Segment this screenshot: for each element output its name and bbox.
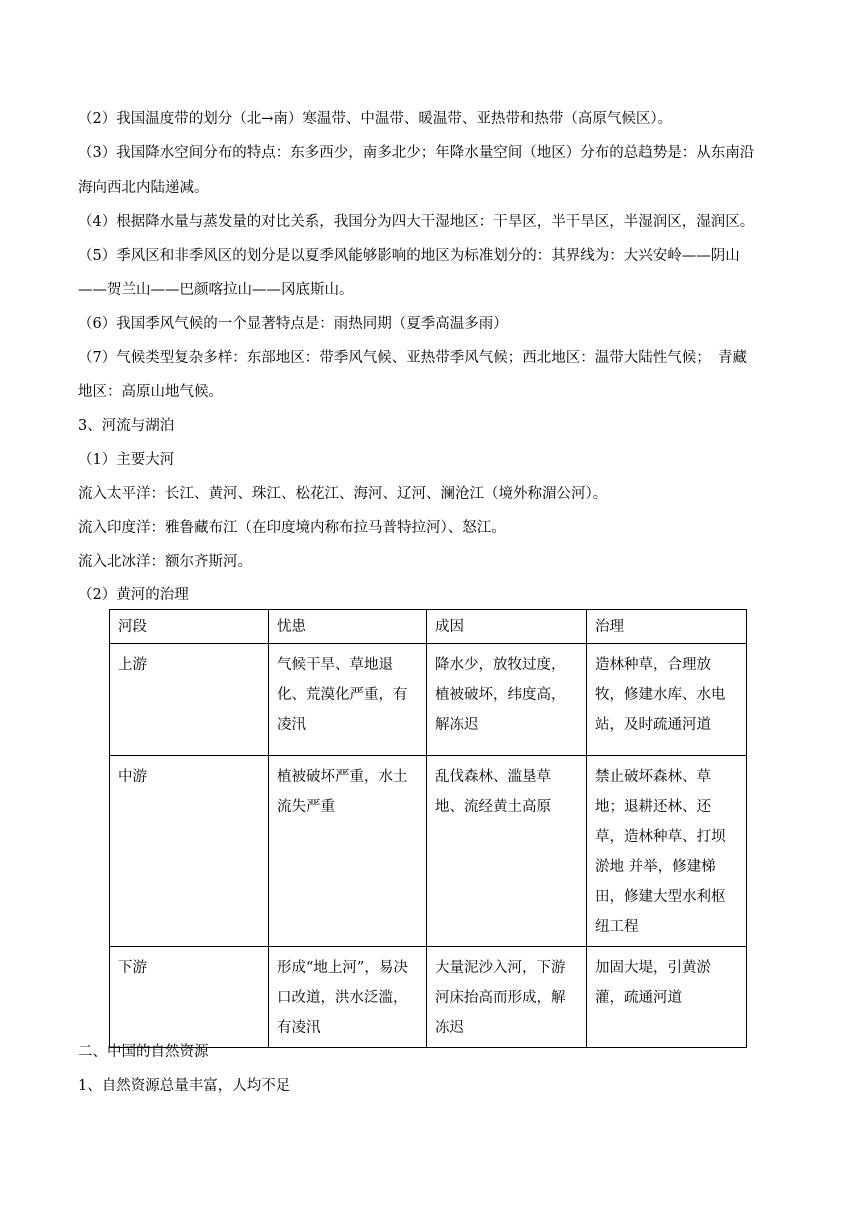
table-row [110, 644, 747, 756]
table-row [110, 947, 747, 1048]
pacific-rivers-line: 流入太平洋：长江、黄河、珠江、松花江、海河、辽河、澜沧江（境外称湄公河）。 [78, 486, 608, 502]
precipitation-paragraph-line2: 海向西北内陆递减。 [78, 180, 209, 196]
monsoon-boundary-paragraph-line1: （5）季风区和非季风区的划分是以夏季风能够影响的地区为标准划分的：其界线为：大兴安岭——阴山 [78, 248, 740, 264]
treatment-cell: 造林种草，合理放牧，修建水库、水电站，及时疏通河道 [587, 644, 747, 756]
natural-resources-point-1: 1、自然资源总量丰富，人均不足 [78, 1078, 291, 1094]
climate-types-paragraph-line2: 地区：高原山地气候。 [78, 384, 223, 400]
cause-cell: 降水少，放牧过度，植被破坏，纬度高，解冻迟 [427, 644, 587, 756]
yellow-river-table [109, 609, 747, 1048]
dry-wet-regions-paragraph: （4）根据降水量与蒸发量的对比关系，我国分为四大干湿地区：干旱区，半干旱区，半湿润区，湿润区。 [78, 214, 755, 230]
cause-cell: 乱伐森林、滥垦草地、流经黄土高原 [427, 756, 587, 947]
subheading-yellow-river: （2）黄河的治理 [78, 587, 189, 603]
header-cause: 成因 [427, 610, 587, 644]
indian-ocean-rivers-line: 流入印度洋：雅鲁藏布江（在印度境内称布拉马普特拉河）、怒江。 [78, 520, 506, 536]
header-section: 河段 [110, 610, 269, 644]
table-header-row [110, 610, 747, 644]
section-cell: 中游 [110, 756, 269, 947]
section-heading-rivers-lakes: 3、河流与湖泊 [78, 418, 175, 434]
cause-cell: 大量泥沙入河，下游河床抬高而形成，解冻迟 [427, 947, 587, 1048]
header-treatment: 治理 [587, 610, 747, 644]
treatment-cell: 加固大堤，引黄淤灌，疏通河道 [587, 947, 747, 1048]
table-row [110, 756, 747, 947]
precipitation-paragraph-line1: （3）我国降水空间分布的特点：东多西少，南多北少；年降水量空间（地区）分布的总趋势是：从东南沿 [78, 145, 755, 161]
subheading-major-rivers: （1）主要大河 [78, 452, 175, 468]
monsoon-feature-paragraph: （6）我国季风气候的一个显著特点是：雨热同期（夏季高温多雨） [78, 316, 508, 332]
treatment-cell: 禁止破坏森林、草地；退耕还林、还草，造林种草、打坝淤地 并举，修建梯田，修建大型水利枢纽工程 [587, 756, 747, 947]
arctic-rivers-line: 流入北冰洋：额尔齐斯河。 [78, 554, 252, 570]
problem-cell: 植被破坏严重，水土流失严重 [269, 756, 427, 947]
problem-cell: 气候干旱、草地退化、荒漠化严重，有凌汛 [269, 644, 427, 756]
monsoon-boundary-paragraph-line2: ——贺兰山——巴颜喀拉山——冈底斯山。 [78, 282, 354, 298]
climate-types-paragraph-line1: （7）气候类型复杂多样：东部地区：带季风气候、亚热带季风气候；西北地区：温带大陆性气候； 青藏 [78, 350, 747, 366]
section-cell: 上游 [110, 644, 269, 756]
section-heading-natural-resources: 二、中国的自然资源 [78, 1044, 209, 1060]
section-cell: 下游 [110, 947, 269, 1048]
header-problem: 忧患 [269, 610, 427, 644]
problem-cell: 形成“地上河”，易决口改道，洪水泛滥，有凌汛 [269, 947, 427, 1048]
temperature-zone-paragraph: （2）我国温度带的划分（北→南）寒温带、中温带、暖温带、亚热带和热带（高原气候区）。 [78, 111, 673, 127]
